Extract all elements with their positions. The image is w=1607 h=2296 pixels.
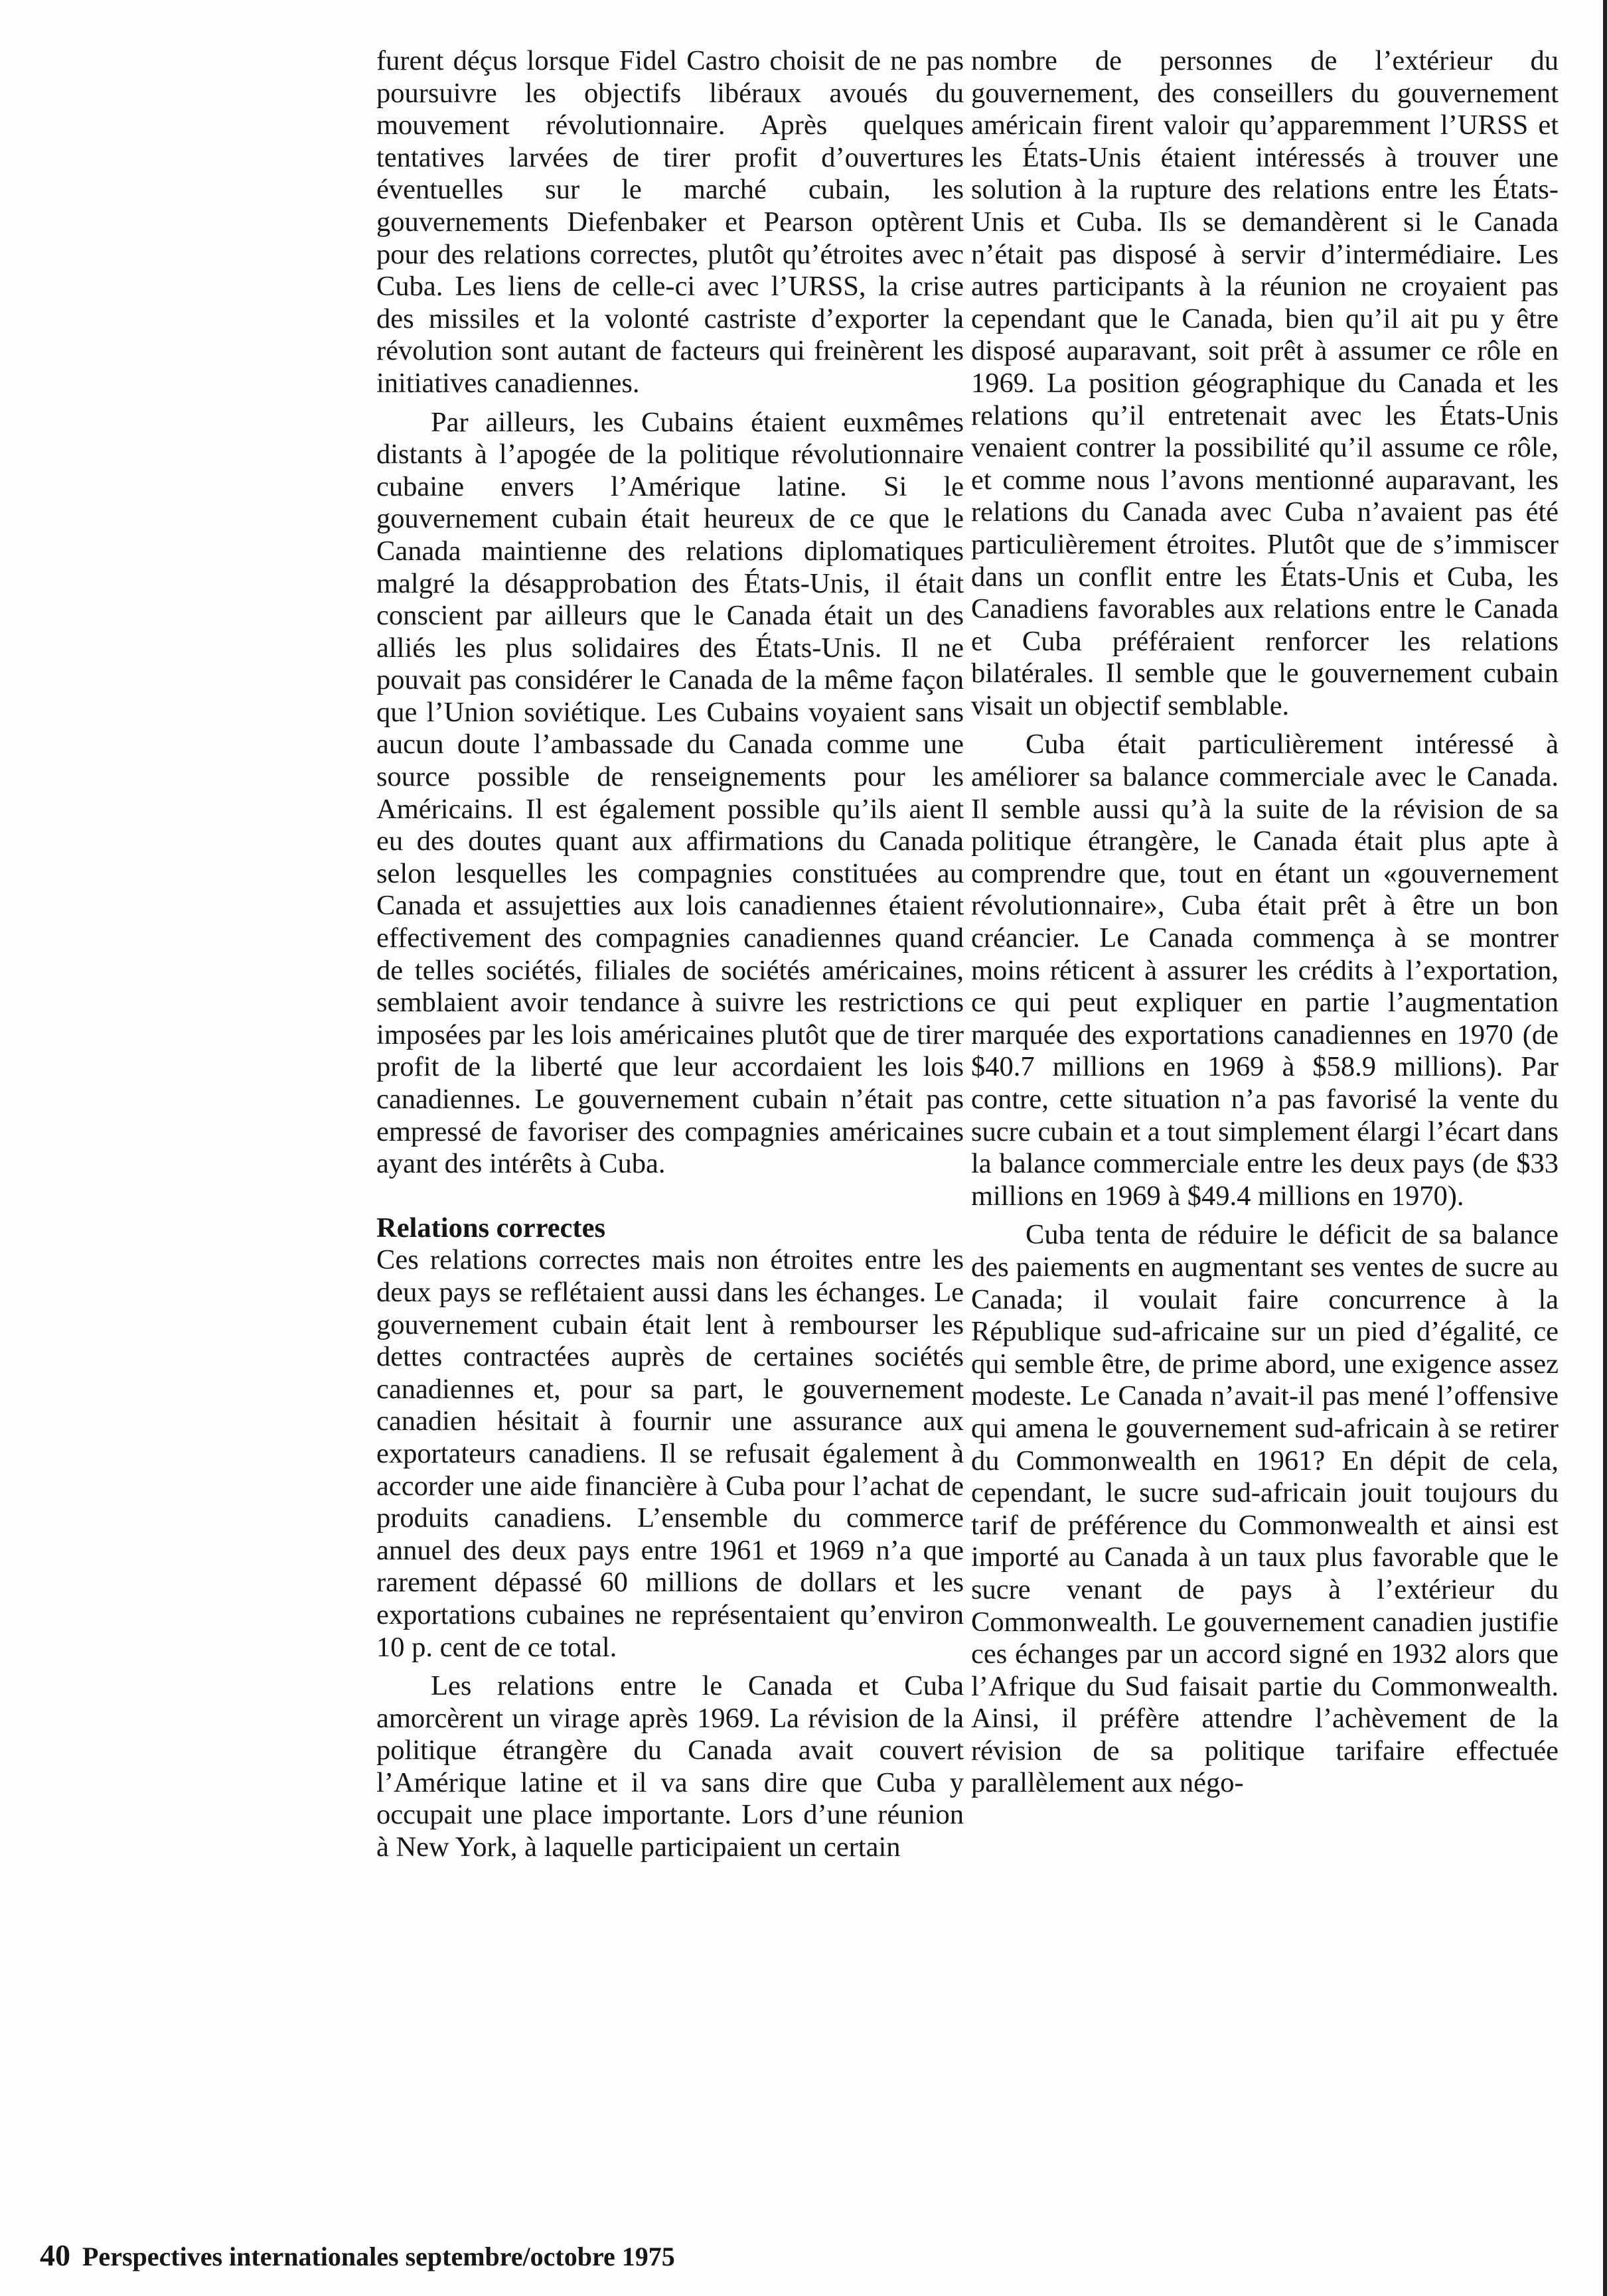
section-heading: Relations correctes — [376, 1212, 605, 1244]
right-paragraph-2: Cuba était particulièrement intéressé à améliorer sa balance commerciale avec le Canada. Il semble aussi qu’à la suite de la révision de sa politique étrangère, le Canada était plus apte à comprendre que, tout en étant un «gouvernement révolutionnaire», Cuba était prêt à être un bon créancier. Le Canada commença à se montrer moins réticent à assurer les crédits à l’exportation, ce qui peut expliquer en partie l’augmentation marquée des exportations canadiennes en 1970 (de $40.7 millions en 1969 à $58.9 millions). Par contre, cette situation n’a pas favorisé la vente du sucre cubain et a tout simplement élargi l’écart dans la balance commerciale entre les deux pays (de $33 millions en 1969 à $49.4 millions en 1970). — [971, 729, 1559, 1212]
right-column — [971, 45, 1559, 1806]
left-paragraph-3: Ces relations correctes mais non étroites entre les deux pays se reflétaient aussi dans les échanges. Le gouvernement cubain était lent à rembourser les dettes contractées auprès de certaines sociétés canadiennes et, pour sa part, le gouvernement canadien hésitait à fournir une assurance aux exportateurs canadiens. Il se refusait également à accorder une aide financière à Cuba pour l’achat de produits canadiens. L’ensemble du commerce annuel des deux pays entre 1961 et 1969 n’a que rarement dépassé 60 millions de dollars et les exportations cubaines ne représentaient qu’environ 10 p. cent de ce total. — [376, 1244, 964, 1663]
left-paragraph-1: furent déçus lorsque Fidel Castro choisit de ne pas poursuivre les objectifs libéraux avoués du mouvement révolutionnaire. Après quelques tentatives larvées de tirer profit d’ouvertures éventuelles sur le marché cubain, les gouvernements Diefenbaker et Pearson optèrent pour des relations correctes, plutôt qu’étroites avec Cuba. Les liens de celle-ci avec l’URSS, la crise des missiles et la volonté castriste d’exporter la révolution sont autant de facteurs qui freinèrent les initiatives canadiennes. — [376, 45, 964, 399]
publication-title: Perspectives internationales septembre/octobre 1975 — [82, 2242, 675, 2271]
right-paragraph-3: Cuba tenta de réduire le déficit de sa balance des paiements en augmentant ses ventes de sucre au Canada; il voulait faire concurrence à la République sud-africaine sur un pied d’égalité, ce qui semble être, de prime abord, une exigence assez modeste. Le Canada n’avait-il pas mené l’offensive qui amena le gouvernement sud-africain à se retirer du Commonwealth en 1961? En dépit de cela, cependant, le sucre sud-africain jouit toujours du tarif de préférence du Commonwealth et ainsi est importé au Canada à un taux plus favorable que le sucre venant de pays à l’extérieur du Commonwealth. Le gouvernement canadien justifie ces échanges par un accord signé en 1932 alors que l’Afrique du Sud faisait partie du Commonwealth. Ainsi, il préfère attendre l’achèvement de la révision de sa politique tarifaire effectuée parallèlement aux négo- — [971, 1219, 1559, 1799]
page-number: 40 — [40, 2238, 70, 2272]
scan-edge — [1603, 0, 1607, 2296]
left-paragraph-4: Les relations entre le Canada et Cuba amorcèrent un virage après 1969. La révision de la politique étrangère du Canada avait couvert l’Amérique latine et il va sans dire que Cuba y occupait une place importante. Lors d’une réunion à New York, à laquelle participaient un certain — [376, 1670, 964, 1863]
left-paragraph-2: Par ailleurs, les Cubains étaient euxmêmes distants à l’apogée de la politique révolutionnaire cubaine envers l’Amérique latine. Si le gouvernement cubain était heureux de ce que le Canada maintienne des relations diplomatiques malgré la désapprobation des États-Unis, il était conscient par ailleurs que le Canada était un des alliés les plus solidaires des États-Unis. Il ne pouvait pas considérer le Canada de la même façon que l’Union soviétique. Les Cubains voyaient sans aucun doute l’ambassade du Canada comme une source possible de renseignements pour les Américains. Il est également possible qu’ils aient eu des doutes quant aux affirmations du Canada selon lesquelles les compagnies constituées au Canada et assujetties aux lois canadiennes étaient effectivement des compagnies canadiennes quand de telles sociétés, filiales de sociétés américaines, semblaient avoir tendance à suivre les restrictions imposées par les lois américaines plutôt que de tirer profit de la liberté que leur accordaient les lois canadiennes. Le gouvernement cubain n’était pas empressé de favoriser des compagnies américaines ayant des intérêts à Cuba. — [376, 406, 964, 1180]
page-footer — [40, 2240, 675, 2273]
right-paragraph-1: nombre de personnes de l’extérieur du gouvernement, des conseillers du gouvernement américain firent valoir qu’apparemment l’URSS et les États-Unis étaient intéressés à trouver une solution à la rupture des relations entre les États-Unis et Cuba. Ils se demandèrent si le Canada n’était pas disposé à servir d’intermédiaire. Les autres participants à la réunion ne croyaient pas cependant que le Canada, bien qu’il ait pu y être disposé auparavant, soit prêt à assumer ce rôle en 1969. La position géographique du Canada et les relations qu’il entretenait avec les États-Unis venaient contrer la possibilité qu’il assume ce rôle, et comme nous l’avons mentionné auparavant, les relations du Canada avec Cuba n’avaient pas été particulièrement étroites. Plutôt que de s’immiscer dans un conflit entre les États-Unis et Cuba, les Canadiens favorables aux relations entre le Canada et Cuba préféraient renforcer les relations bilatérales. Il semble que le gouvernement cubain visait un objectif semblable. — [971, 45, 1559, 721]
left-column — [376, 45, 964, 1871]
